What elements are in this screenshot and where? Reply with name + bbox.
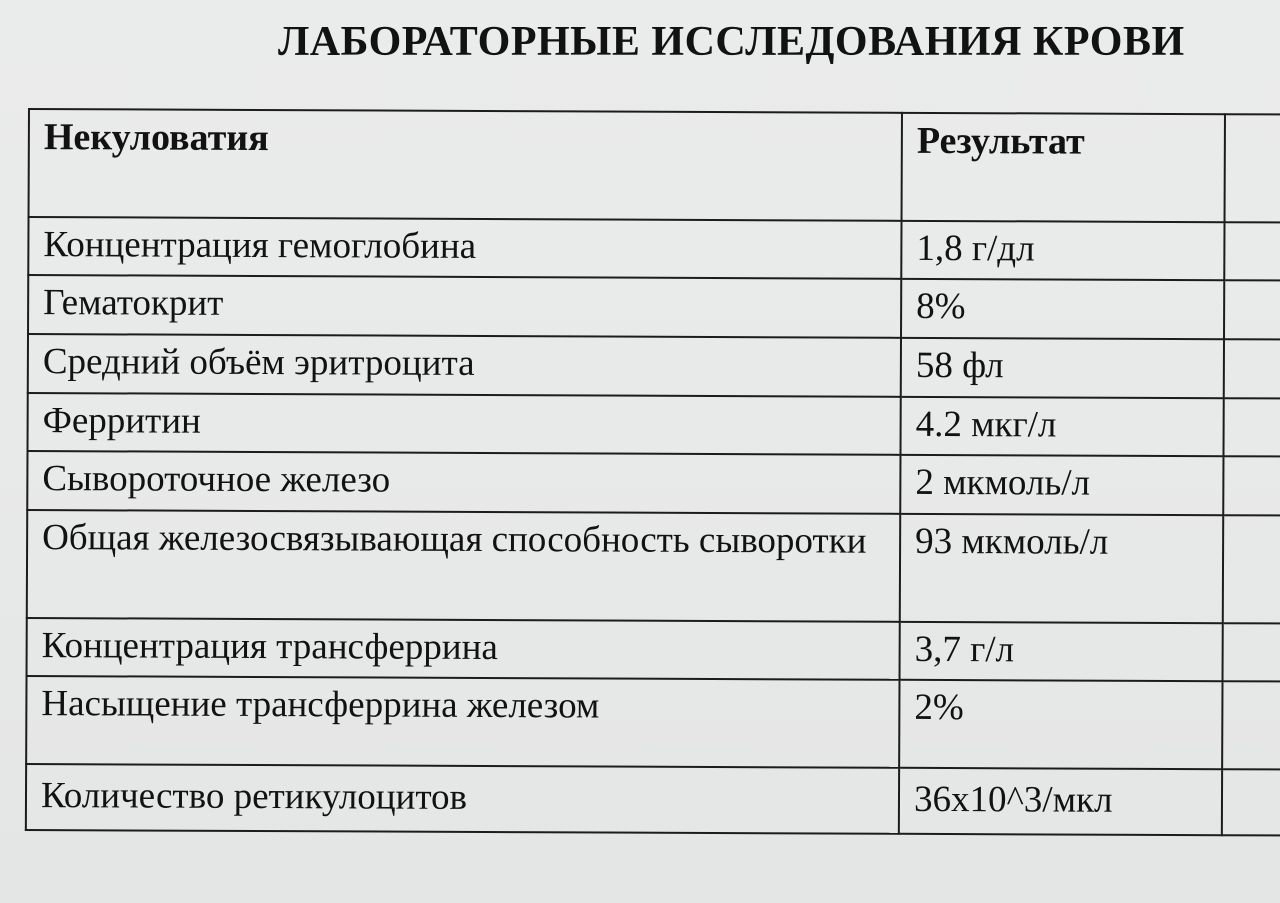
table-row bbox=[28, 217, 1280, 281]
header-parameter: Некуловатия bbox=[29, 109, 902, 221]
result-cell: 2% bbox=[899, 680, 1222, 769]
empty-cell bbox=[1222, 681, 1280, 770]
document-title: ЛАБОРАТОРНЫЕ ИССЛЕДОВАНИЯ КРОВИ bbox=[278, 19, 1185, 65]
empty-cell bbox=[1223, 515, 1280, 624]
table-header-row bbox=[29, 109, 1280, 223]
table-row bbox=[27, 510, 1280, 624]
parameter-cell: Ферритин bbox=[28, 393, 901, 455]
table-row bbox=[27, 451, 1280, 516]
parameter-cell: Количество ретикулоцитов bbox=[26, 764, 899, 834]
empty-cell bbox=[1223, 398, 1280, 457]
result-cell: 8% bbox=[901, 279, 1224, 339]
table-row bbox=[26, 764, 1280, 836]
empty-cell bbox=[1224, 222, 1280, 281]
result-cell: 1,8 г/дл bbox=[901, 221, 1224, 280]
empty-cell bbox=[1224, 280, 1280, 340]
parameter-cell: Концентрация гемоглобина bbox=[28, 217, 901, 279]
parameter-cell: Насыщение трансферрина железом bbox=[26, 676, 899, 768]
result-cell: 58 фл bbox=[901, 338, 1224, 398]
empty-cell bbox=[1223, 623, 1280, 682]
empty-cell bbox=[1223, 456, 1280, 516]
parameter-cell: Сывороточное железо bbox=[27, 451, 900, 514]
result-cell: 3,7 г/л bbox=[900, 622, 1223, 681]
table-row bbox=[28, 275, 1280, 340]
table-row bbox=[26, 676, 1280, 770]
header-result: Результат bbox=[902, 113, 1225, 222]
table-row bbox=[28, 334, 1280, 399]
header-empty-cell bbox=[1225, 114, 1280, 223]
result-cell: 2 мкмоль/л bbox=[900, 455, 1223, 515]
table-row bbox=[28, 393, 1280, 457]
parameter-cell: Гематокрит bbox=[28, 275, 901, 338]
lab-results-table bbox=[25, 108, 1280, 837]
result-cell: 36x10^3/мкл bbox=[899, 768, 1222, 835]
empty-cell bbox=[1224, 339, 1280, 399]
result-cell: 93 мкмоль/л bbox=[900, 514, 1223, 623]
result-cell: 4.2 мкг/л bbox=[900, 397, 1223, 456]
empty-cell bbox=[1222, 769, 1280, 836]
parameter-cell: Средний объём эритроцита bbox=[28, 334, 901, 397]
parameter-cell: Концентрация трансферрина bbox=[27, 618, 900, 680]
parameter-cell: Общая железосвязывающая способность сыворотки bbox=[27, 510, 900, 622]
table-row bbox=[27, 618, 1280, 682]
